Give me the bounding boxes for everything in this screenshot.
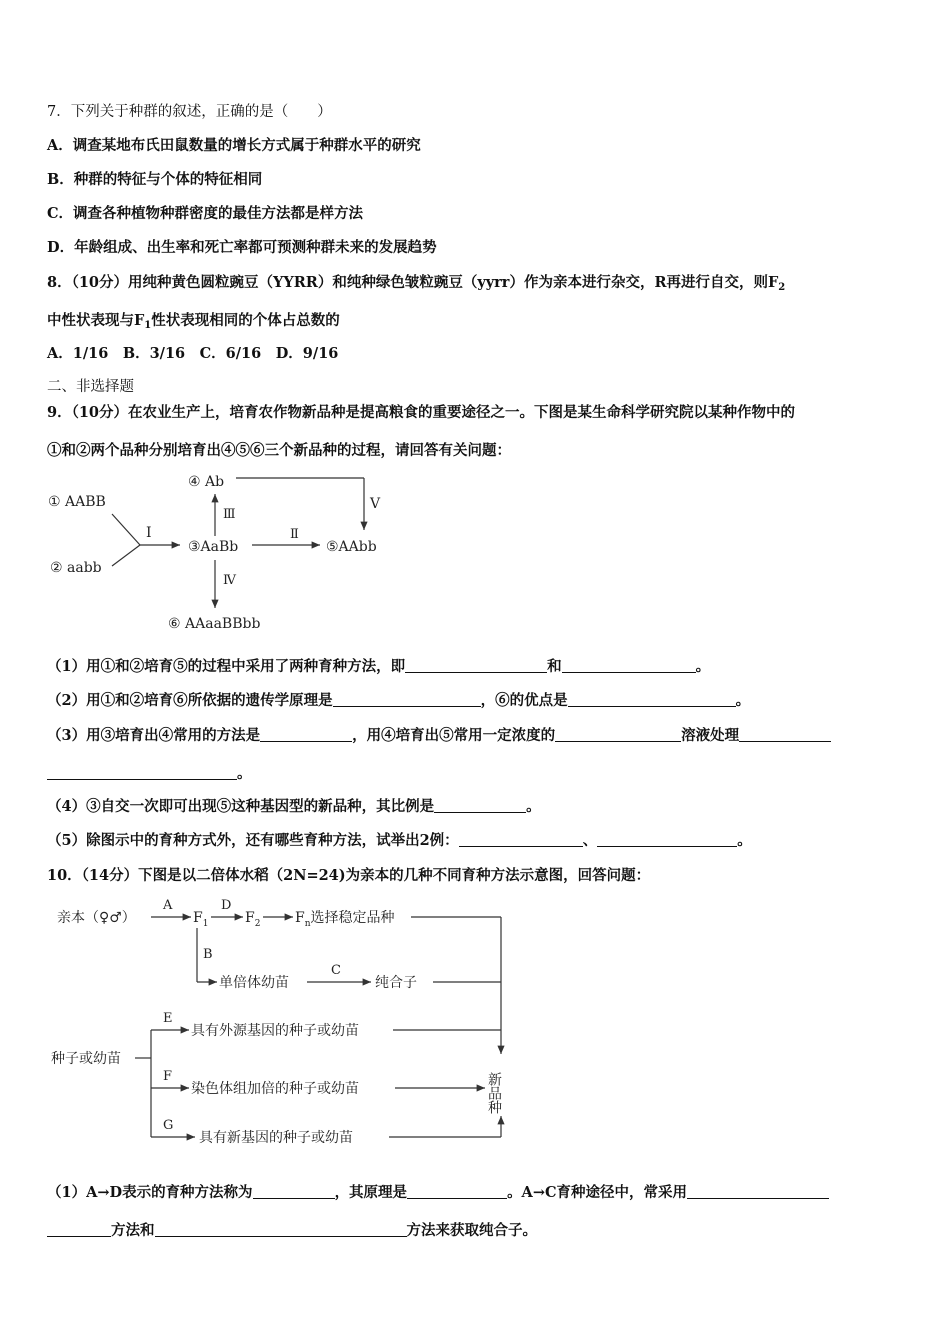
q10-sub1: （1）A→D表示的育种方法称为 ，其原理是 。A→C育种途径中，常采用 [47,1183,829,1203]
answer-blank[interactable] [407,1184,507,1199]
q9-line1: 9．（10分）在农业生产上，培育农作物新品种是提高粮食的重要途径之一。下图是某生命科学研究院以某种作物中的 [47,404,796,421]
e-text: 具有外源基因的种子或幼苗 [191,1023,359,1039]
answer-blank[interactable] [739,727,831,742]
q10-line1: 10．（14分）下图是以二倍体水稻（2N=24)为亲本的几种不同育种方法示意图，回答问题： [47,867,651,884]
node-3: ③AaBb [188,539,239,555]
label-i: Ⅰ [146,525,152,541]
q7-option-d: D．年龄组成、出生率和死亡率都可预测种群未来的发展趋势 [47,239,437,256]
q10-breeding-diagram [45,894,535,1152]
answer-blank[interactable] [459,832,583,847]
label-ii: Ⅱ [290,527,299,542]
q9-line2: ①和②两个品种分别培育出④⑤⑥三个新品种的过程，请回答有关问题： [47,442,511,459]
answer-blank[interactable] [562,658,696,673]
node-6: ⑥ AAaaBBbb [168,616,261,632]
label-iii: Ⅲ [223,507,236,522]
answer-blank[interactable] [333,692,481,707]
q7-option-c: C．调查各种植物种群密度的最佳方法都是样方法 [47,205,364,222]
q7-option-a: A．调查某地布氏田鼠数量的增长方式属于种群水平的研究 [47,137,421,154]
q9-sub5: （5）除图示中的育种方式外，还有哪些育种方法，试举出2例： 、 。 [47,832,752,849]
answer-blank[interactable] [568,692,736,707]
haploid-label: 单倍体幼苗 [219,975,289,991]
q10-sub1-cont: 方法和 方法来获取纯合子。 [47,1221,537,1241]
q9-sub3: （3）用③培育出④常用的方法是 ，用④培育出⑤常用一定浓度的 溶液处理 [47,726,831,746]
label-a: A [163,898,173,913]
label-d: D [221,898,232,913]
section-title: 二、非选择题 [47,379,134,395]
q7-stem: 7．下列关于种群的叙述，正确的是（ ） [47,104,332,120]
label-iv: Ⅳ [223,573,236,588]
parent-label: 亲本（♀♂） [57,910,136,926]
node-1: ① AABB [48,494,106,510]
g-text: 具有新基因的种子或幼苗 [199,1130,353,1146]
pure-label: 纯合子 [375,975,417,991]
label-v: Ⅴ [370,496,381,512]
answer-blank[interactable] [47,1222,111,1237]
answer-blank[interactable] [687,1184,829,1199]
q8-line2: 中性状表现与$F_1$性状表现相同的个体占总数的 [47,312,340,331]
label-b: B [203,947,213,962]
answer-blank[interactable] [434,798,526,813]
answer-blank[interactable] [405,658,547,673]
q8-options: A．1/16 B．3/16 C．6/16 D．9/16 [47,345,339,362]
q9-sub3-cont: 。 [47,764,252,784]
q7-option-b: B．种群的特征与个体的特征相同 [47,171,263,188]
label-c: C [331,963,341,978]
f1-label: $F_1$ [193,910,209,929]
answer-blank[interactable] [260,727,352,742]
q9-breeding-diagram [40,466,420,638]
q9-sub4: （4）③自交一次即可出现⑤这种基因型的新品种，其比例是 。 [47,798,541,815]
fn-label: $F_n$选择稳定品种 [295,910,395,929]
answer-blank[interactable] [47,765,237,780]
new-variety-label: 新品种 [486,1072,502,1114]
answer-blank[interactable] [155,1222,407,1237]
answer-blank[interactable] [555,727,681,742]
label-f: F [163,1069,173,1084]
q8-line1: 8．（10分）用纯种黄色圆粒豌豆（YYRR）和纯种绿色皱粒豌豆（yyrr）作为亲本进行杂交，R再进行自交，则$F_2$ [47,274,786,293]
answer-blank[interactable] [253,1184,335,1199]
label-g: G [163,1118,174,1133]
q9-sub1: （1）用①和②培育⑤的过程中采用了两种育种方法，即 和 。 [47,658,711,675]
f-text: 染色体组加倍的种子或幼苗 [191,1081,359,1097]
node-4: ④ Ab [188,474,225,490]
node-2: ② aabb [50,560,102,576]
seed-label: 种子或幼苗 [51,1051,121,1067]
node-5: ⑤AAbb [326,539,377,555]
label-e: E [163,1011,173,1026]
f2-label: $F_2$ [245,910,261,929]
answer-blank[interactable] [597,832,737,847]
q9-sub2: （2）用①和②培育⑥所依据的遗传学原理是 ，⑥的优点是 。 [47,692,751,709]
